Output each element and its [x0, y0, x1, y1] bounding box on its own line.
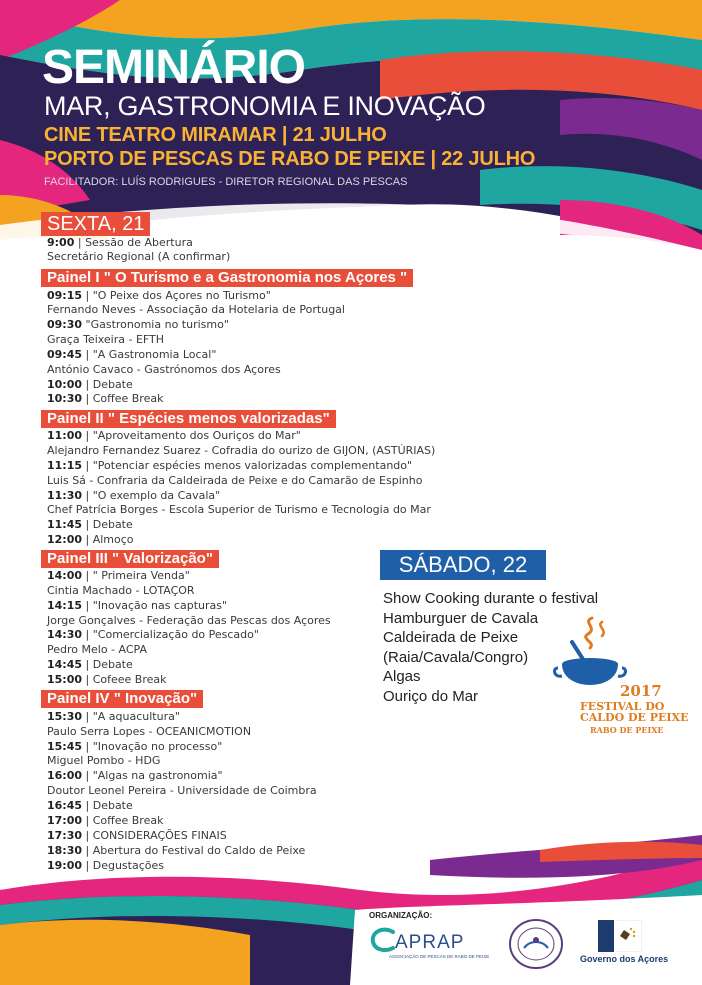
- schedule-row: [47, 318, 229, 332]
- row-text: "Potenciar espécies menos valorizadas complementando": [92, 459, 413, 472]
- row-text: Chef Patrícia Borges - Escola Superior de Turismo e Tecnologia do Mar: [47, 503, 431, 516]
- row-text: Graça Teixeira - EFTH: [47, 333, 165, 346]
- row-text: "Gastronomia no turismo": [85, 318, 229, 331]
- row-text: Coffee Break: [92, 814, 164, 827]
- row-text: "A aquacultura": [92, 710, 180, 723]
- row-time: 10:00: [47, 378, 83, 391]
- festival-name-line-2: CALDO DE PEIXE: [580, 711, 689, 724]
- schedule-row: 14:45 | Debate: [47, 658, 133, 671]
- row-text: "Algas na gastronomia": [92, 769, 223, 782]
- schedule-row: [47, 784, 317, 798]
- saturday-item: Hamburguer de Cavala: [383, 610, 539, 627]
- row-text: CONSIDERAÇÕES FINAIS: [92, 829, 227, 842]
- schedule-row: [47, 584, 195, 598]
- schedule-row: 15:30 | "A aquacultura": [47, 710, 180, 723]
- schedule-row: 11:30 | "O exemplo da Cavala": [47, 489, 221, 502]
- row-text: "Comercialização do Pescado": [92, 628, 259, 641]
- government-label: Governo dos Açores: [580, 954, 669, 964]
- row-time: 14:45: [47, 658, 83, 671]
- schedule-row: 10:00 | Debate: [47, 378, 133, 391]
- row-time: 15:45: [47, 740, 83, 753]
- festival-name-line-3: RABO DE PEIXE: [590, 725, 664, 735]
- row-time: 09:30: [47, 318, 83, 331]
- festival-year: 2017: [620, 682, 662, 700]
- panel-3-label: Painel III " Valorização": [41, 550, 219, 568]
- row-text: "Inovação nas capturas": [92, 599, 228, 612]
- schedule-row: [47, 474, 422, 488]
- schedule-row: 19:00 | Degustações: [47, 859, 164, 872]
- row-time: 16:00: [47, 769, 83, 782]
- row-text: Almoço: [92, 533, 134, 546]
- saturday-item: Algas: [383, 668, 421, 685]
- aprap-wave-icon: [369, 926, 397, 954]
- schedule-row: 11:15 | "Potenciar espécies menos valorizadas complementando": [47, 459, 413, 472]
- facilitator-line: FACILITADOR: LUÍS RODRIGUES - DIRETOR REGIONAL DAS PESCAS: [44, 176, 408, 188]
- saturday-item: (Raia/Cavala/Congro): [383, 649, 529, 666]
- row-text: Doutor Leonel Pereira - Universidade de Coimbra: [47, 784, 317, 797]
- saturday-item: Show Cooking durante o festival: [383, 590, 599, 607]
- schedule-row: 17:30 | CONSIDERAÇÕES FINAIS: [47, 829, 227, 842]
- schedule-row: 10:30 | Coffee Break: [47, 392, 164, 405]
- row-text: Alejandro Fernandez Suarez - Cofradia do ourizo de GIJON, (ASTÚRIAS): [47, 444, 436, 457]
- row-time: 11:45: [47, 518, 83, 531]
- venue-line-2: PORTO DE PESCAS DE RABO DE PEIXE | 22 JULHO: [44, 148, 536, 170]
- row-text: Sessão de Abertura: [85, 236, 193, 249]
- friday-day-label: SEXTA, 21: [41, 212, 150, 236]
- schedule-row: 14:15 | "Inovação nas capturas": [47, 599, 228, 612]
- row-text: "Inovação no processo": [92, 740, 223, 753]
- row-text: Secretário Regional (A confirmar): [47, 250, 231, 263]
- panel-1-label: Painel I " O Turismo e a Gastronomia nos Açores ": [41, 269, 413, 287]
- row-text: Debate: [92, 518, 133, 531]
- schedule-row: 14:30 | "Comercialização do Pescado": [47, 628, 259, 641]
- row-text: Debate: [92, 799, 133, 812]
- schedule-row: 9:00 | Sessão de Abertura: [47, 236, 193, 249]
- row-time: 10:30: [47, 392, 83, 405]
- row-text: Luis Sá - Confraria da Caldeirada de Peixe e do Camarão de Espinho: [47, 474, 423, 487]
- azores-flag-icon: [598, 920, 642, 952]
- schedule-row: [47, 754, 160, 768]
- row-text: " Primeira Venda": [92, 569, 190, 582]
- schedule-row: [47, 503, 431, 517]
- row-time: 19:00: [47, 859, 83, 872]
- row-text: Debate: [92, 378, 133, 391]
- schedule-row: 18:30 | Abertura do Festival do Caldo de Peixe: [47, 844, 306, 857]
- row-time: 15:00: [47, 673, 83, 686]
- row-text: Cofeee Break: [92, 673, 167, 686]
- saturday-item: Caldeirada de Peixe: [383, 629, 519, 646]
- schedule-row: 09:15 | "O Peixe dos Açores no Turismo": [47, 289, 271, 302]
- row-text: Jorge Gonçalves - Federação das Pescas dos Açores: [47, 614, 331, 627]
- schedule-row: 09:45 | "A Gastronomia Local": [47, 348, 217, 361]
- schedule-row: 15:00 | Cofeee Break: [47, 673, 167, 686]
- row-time: 17:00: [47, 814, 83, 827]
- row-time: 09:45: [47, 348, 83, 361]
- schedule-row: 15:45 | "Inovação no processo": [47, 740, 223, 753]
- row-text: Miguel Pombo - HDG: [47, 754, 161, 767]
- row-time: 14:00: [47, 569, 83, 582]
- row-time: 9:00: [47, 236, 75, 249]
- row-time: 14:15: [47, 599, 83, 612]
- row-text: Paulo Serra Lopes - OCEANICMOTION: [47, 725, 252, 738]
- schedule-row: 14:00 | " Primeira Venda": [47, 569, 190, 582]
- organization-label: ORGANIZAÇÃO:: [369, 911, 433, 920]
- row-text: "O Peixe dos Açores no Turismo": [92, 289, 271, 302]
- row-text: "A Gastronomia Local": [92, 348, 217, 361]
- festival-name-line-1: FESTIVAL DO: [580, 700, 665, 713]
- saturday-day-label: SÁBADO, 22: [380, 550, 546, 580]
- schedule-row: [47, 303, 345, 317]
- schedule-row: 16:00 | "Algas na gastronomia": [47, 769, 223, 782]
- row-text: Debate: [92, 658, 133, 671]
- schedule-row: 11:00 | "Aproveitamento dos Ouriços do Mar": [47, 429, 301, 442]
- page-subtitle: MAR, GASTRONOMIA E INOVAÇÃO: [44, 91, 486, 121]
- row-time: 11:30: [47, 489, 83, 502]
- row-text: "Aproveitamento dos Ouriços do Mar": [92, 429, 301, 442]
- panel-2-label: Painel II " Espécies menos valorizadas": [41, 410, 336, 428]
- schedule-row: [47, 643, 147, 657]
- schedule-row: 12:00 | Almoço: [47, 533, 134, 546]
- row-text: Abertura do Festival do Caldo de Peixe: [92, 844, 306, 857]
- venue-line-1: CINE TEATRO MIRAMAR | 21 JULHO: [44, 124, 387, 146]
- row-time: 09:15: [47, 289, 83, 302]
- schedule-row: 17:00 | Coffee Break: [47, 814, 164, 827]
- row-time: 16:45: [47, 799, 83, 812]
- schedule-row: [47, 725, 251, 739]
- saturday-item: Ouriço do Mar: [383, 688, 479, 705]
- row-text: Cintia Machado - LOTAÇOR: [47, 584, 195, 597]
- row-time: 11:00: [47, 429, 83, 442]
- schedule-row: [47, 363, 281, 377]
- aprap-logo-text: APRAP: [395, 932, 465, 953]
- schedule-row: [47, 614, 331, 628]
- panel-4-label: Painel IV " Inovação": [41, 690, 203, 708]
- row-time: 14:30: [47, 628, 83, 641]
- row-text: António Cavaco - Gastrónomos dos Açores: [47, 363, 281, 376]
- schedule-row: 16:45 | Debate: [47, 799, 133, 812]
- row-text: Fernando Neves - Associação da Hotelaria de Portugal: [47, 303, 345, 316]
- aprap-subtitle: ASSOCIAÇÃO DE PESCAS DE RABO DE PEIXE: [389, 954, 490, 959]
- row-time: 12:00: [47, 533, 83, 546]
- schedule-row: [47, 250, 230, 264]
- row-text: Coffee Break: [92, 392, 164, 405]
- schedule-row: 11:45 | Debate: [47, 518, 133, 531]
- row-time: 11:15: [47, 459, 83, 472]
- schedule-row: [47, 444, 435, 458]
- row-text: Pedro Melo - ACPA: [47, 643, 147, 656]
- page-title: SEMINÁRIO: [42, 41, 306, 94]
- row-time: 17:30: [47, 829, 83, 842]
- row-text: Degustações: [92, 859, 164, 872]
- association-seal-icon: [508, 918, 564, 970]
- schedule-row: [47, 333, 164, 347]
- row-time: 15:30: [47, 710, 83, 723]
- row-text: "O exemplo da Cavala": [92, 489, 221, 502]
- row-time: 18:30: [47, 844, 83, 857]
